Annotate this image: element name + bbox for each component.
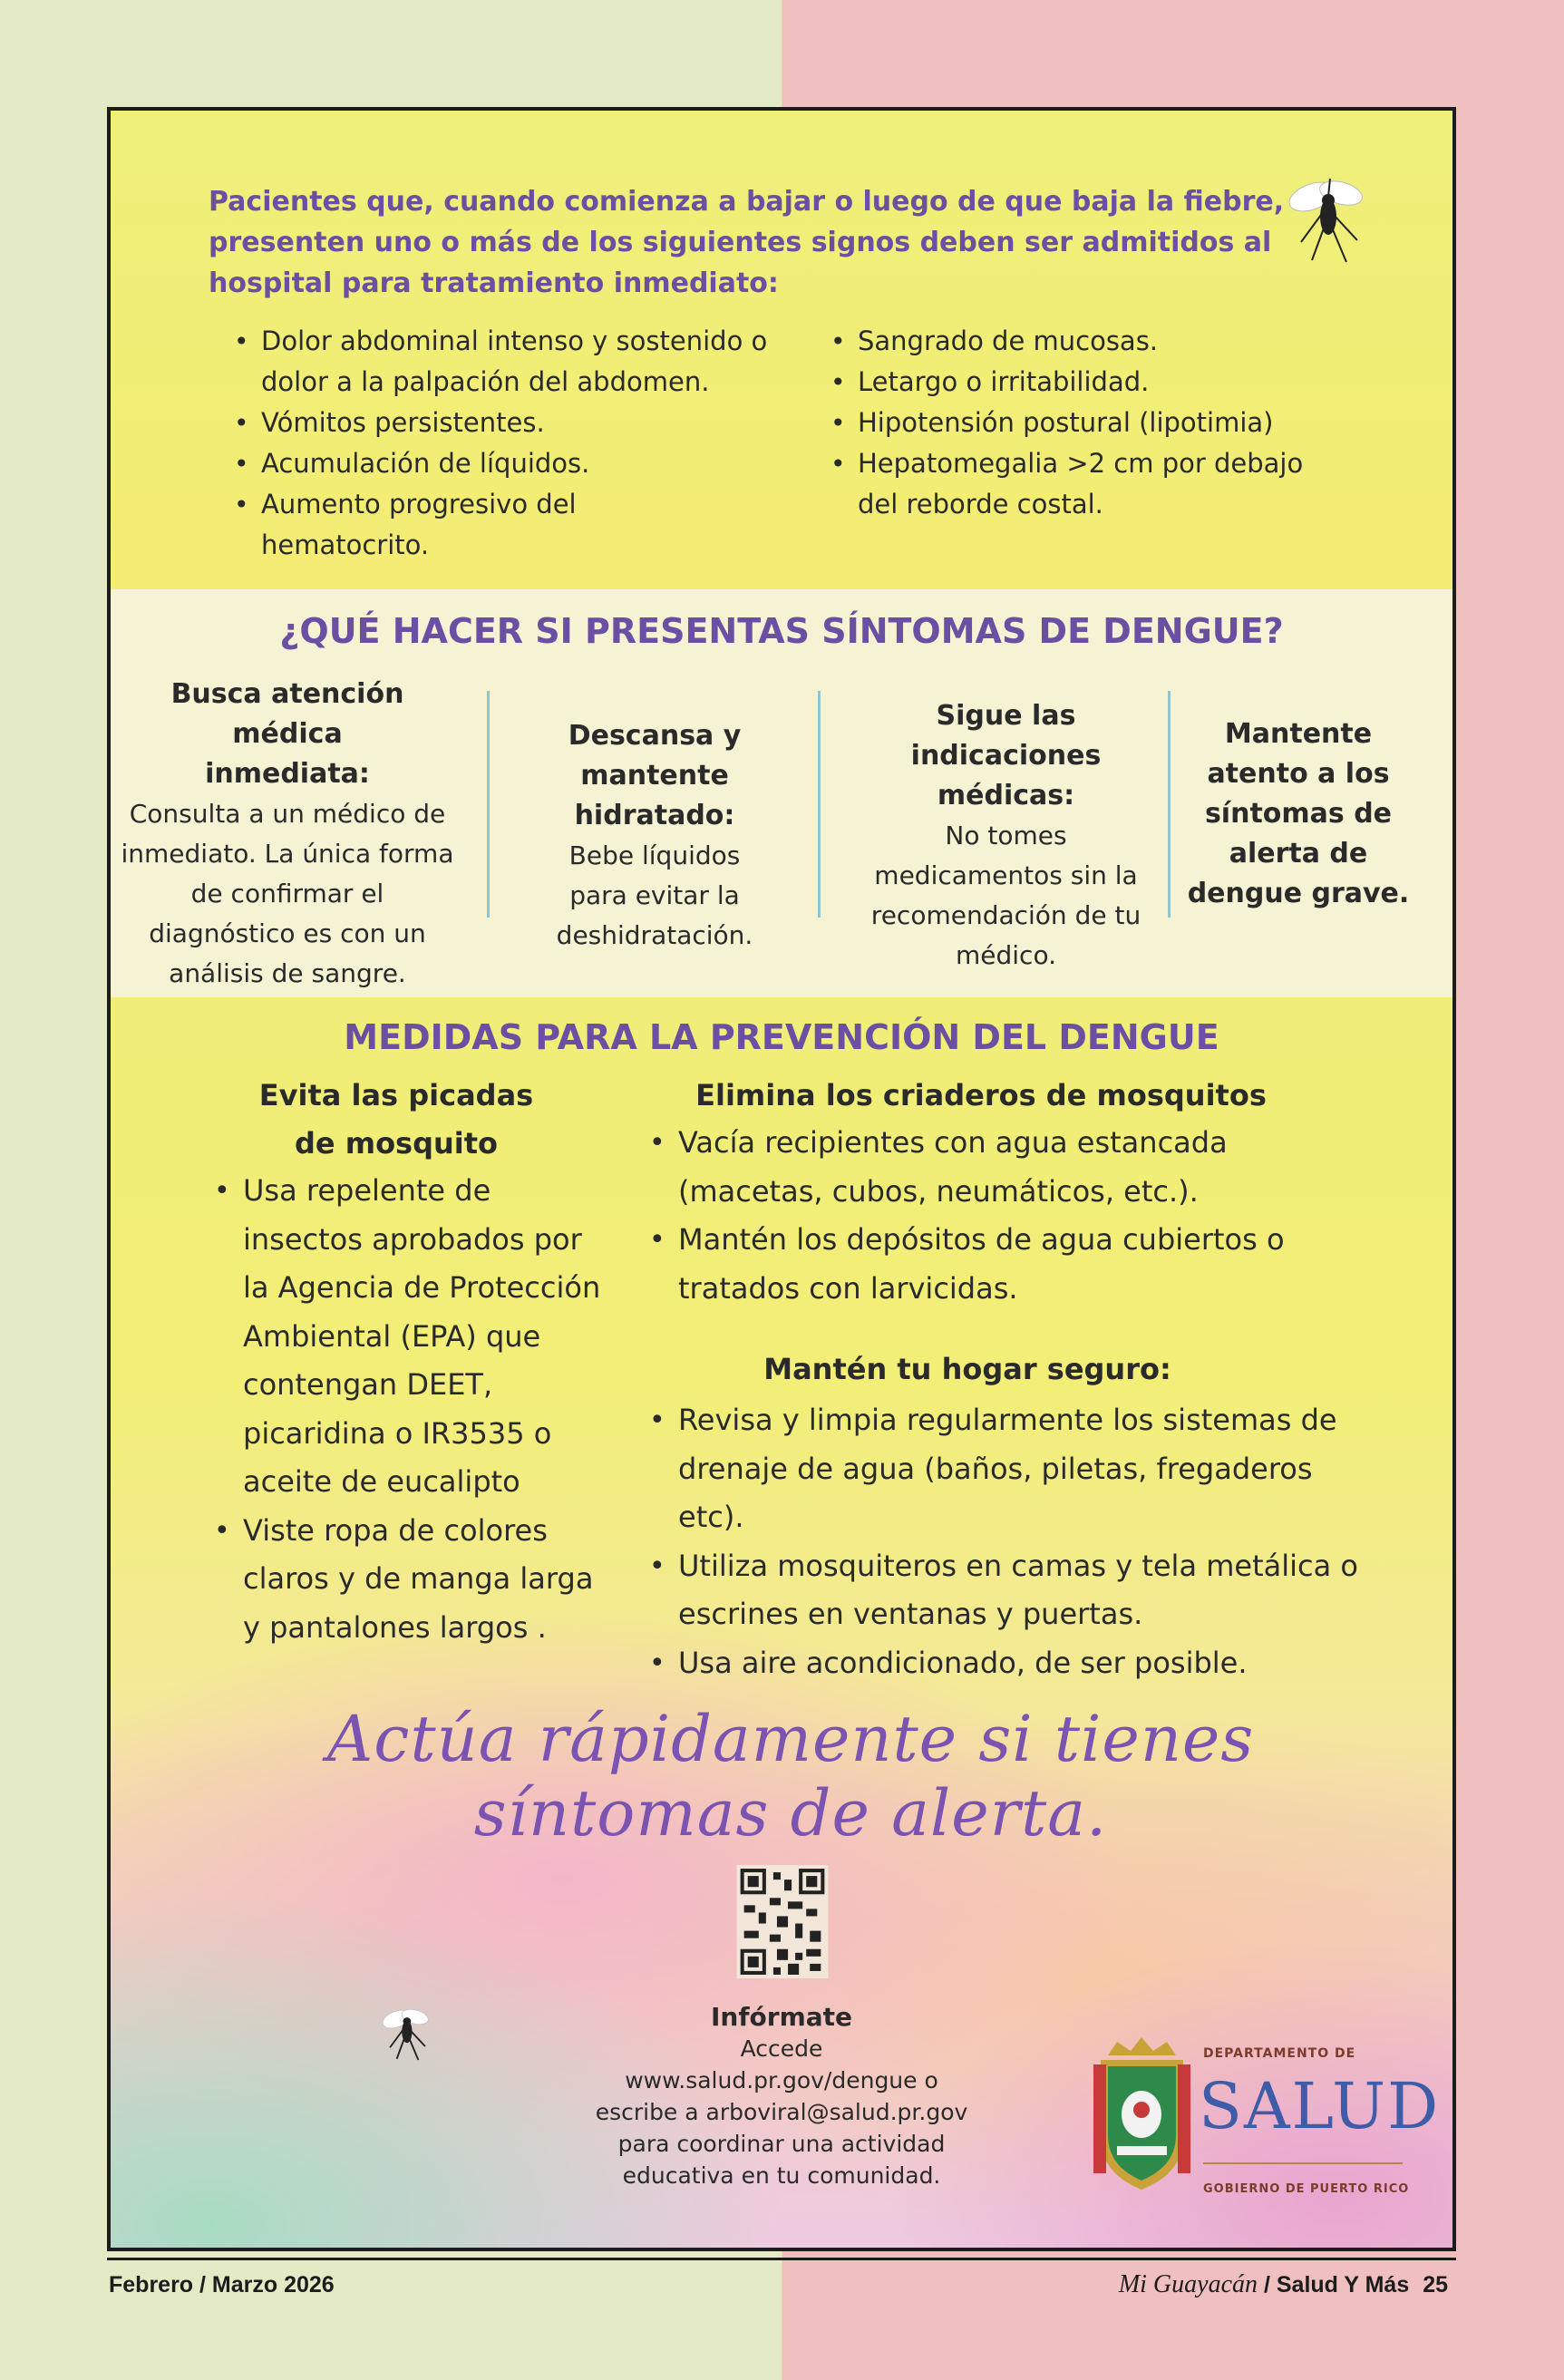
info-line: educativa en tu comunidad. (622, 2162, 941, 2189)
footer-issue: Febrero / Marzo 2026 (109, 2272, 335, 2297)
home-heading: Mantén tu hogar seguro: (763, 1352, 1171, 1386)
list-item: • Aumento progresivo del hematocrito. (230, 484, 611, 566)
info-line: Accede (740, 2035, 823, 2062)
puerto-rico-coat-of-arms (1090, 2037, 1194, 2196)
warning-list-right (827, 321, 1371, 525)
column-heading: Mantente atento a los síntomas de alerta de dengue grave. (1187, 718, 1410, 909)
column-body: No tomes medicamentos sin la recomendación de tu médico. (870, 821, 1141, 970)
what-to-do-column (1185, 714, 1412, 914)
home-list (646, 1396, 1371, 1687)
footer-rule (107, 2258, 1456, 2260)
what-to-do-title: ¿QUÉ HACER SI PRESENTAS SÍNTOMAS DE DENGUE? (279, 611, 1284, 651)
column-heading: Busca atención médica inmediata: (170, 678, 404, 790)
salud-logo (1090, 2037, 1441, 2219)
what-to-do-column (120, 675, 455, 994)
what-to-do-section (111, 589, 1452, 997)
mosquito-icon (1276, 160, 1375, 269)
list-item: • Letargo o irritabilidad. (827, 362, 1371, 403)
list-item: • Vómitos persistentes. (230, 403, 774, 443)
info-link-web[interactable]: www.salud.pr.gov/dengue o (625, 2067, 938, 2093)
column-divider (818, 691, 821, 918)
info-link-email[interactable]: escribe a arboviral@salud.pr.gov (595, 2099, 968, 2125)
list-item: • Vacía recipientes con agua estancada (macetas, cubos, neumáticos, etc.). (646, 1119, 1371, 1216)
column-heading: Sigue las indicaciones médicas: (910, 700, 1102, 811)
warning-list-left (230, 321, 774, 566)
list-item: • Viste ropa de colores claros y de manga larga y pantalones largos . (210, 1507, 609, 1653)
qr-code (736, 1865, 829, 1978)
logo-main-text: SALUD (1199, 2069, 1441, 2143)
dengue-poster (107, 107, 1456, 2251)
footer-right (1119, 2270, 1448, 2299)
list-item: • Hepatomegalia >2 cm por debajo del reborde costal. (827, 443, 1335, 525)
breeding-heading: Elimina los criaderos de mosquitos (695, 1078, 1267, 1112)
list-item: • Sangrado de mucosas. (827, 321, 1371, 362)
column-divider (487, 691, 490, 918)
page-number: 25 (1423, 2272, 1448, 2297)
logo-divider (1203, 2162, 1403, 2164)
what-to-do-column (500, 716, 809, 956)
list-item: • Acumulación de líquidos. (230, 443, 774, 484)
list-item: • Dolor abdominal intenso y sostenido o dolor a la palpación del abdomen. (230, 321, 774, 403)
column-body: Consulta a un médico de inmediato. La única forma de confirmar el diagnóstico es con un análisis de sangre. (121, 799, 454, 988)
info-block (582, 2001, 981, 2191)
column-body: Bebe líquidos para evitar la deshidratación. (556, 840, 753, 950)
list-item: • Usa aire acondicionado, de ser posible. (646, 1639, 1371, 1688)
what-to-do-column (831, 696, 1180, 976)
warning-intro: Pacientes que, cuando comienza a bajar o luego de que baja la fiebre, presenten uno o más de los siguientes signos deben ser admitidos al hospital para tratamiento inmediato: (209, 186, 1285, 299)
info-line: para coordinar una actividad (617, 2131, 946, 2157)
list-item: • Mantén los depósitos de agua cubiertos o tratados con larvicidas. (646, 1216, 1371, 1313)
magazine-name: Mi Guayacán (1118, 2270, 1258, 2298)
list-item: • Hipotensión postural (lipotimia) (827, 403, 1371, 443)
slogan: Actúa rápidamente si tienes síntomas de alerta. (326, 1702, 1255, 1851)
prevention-title: MEDIDAS PARA LA PREVENCIÓN DEL DENGUE (344, 1017, 1219, 1057)
mosquito-icon (374, 1996, 437, 2064)
column-heading: Descansa y mantente hidratado: (568, 720, 742, 831)
bites-list (210, 1167, 609, 1652)
logo-top-text: DEPARTAMENTO DE (1203, 2046, 1356, 2061)
bites-heading: Evita las picadas de mosquito (258, 1078, 534, 1161)
list-item: • Usa repelente de insectos aprobados por la Agencia de Protección Ambiental (EPA) que contengan DEET, picaridina o IR3535 o aceite de eucalipto (210, 1167, 609, 1507)
warning-section (111, 111, 1452, 589)
list-item: • Revisa y limpia regularmente los sistemas de drenaje de agua (baños, piletas, fregaderos etc). (646, 1396, 1371, 1542)
column-divider (1168, 691, 1171, 918)
logo-bottom-text: GOBIERNO DE PUERTO RICO (1203, 2182, 1410, 2196)
section-name: / Salud Y Más (1263, 2272, 1410, 2297)
breeding-list (646, 1119, 1371, 1313)
list-item: • Utiliza mosquiteros en camas y tela metálica o escrines en ventanas y puertas. (646, 1542, 1371, 1639)
info-heading: Infórmate (710, 2002, 853, 2032)
